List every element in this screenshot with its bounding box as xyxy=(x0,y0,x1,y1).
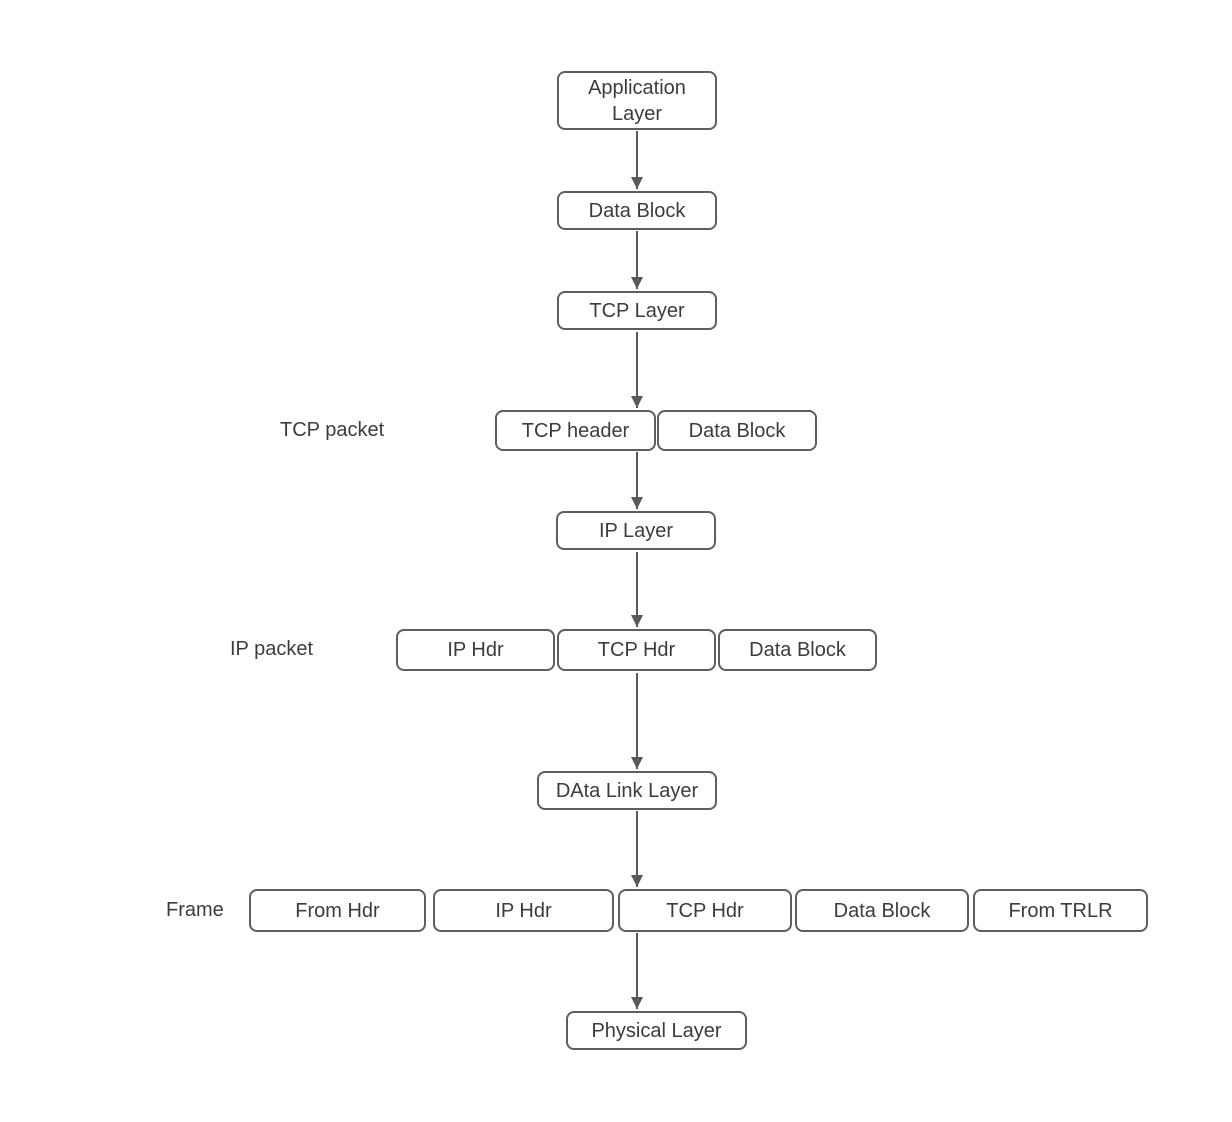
node-data-link-layer: DAta Link Layer xyxy=(537,771,717,810)
cell-tcp-hdr: TCP Hdr xyxy=(618,889,792,932)
cell-ip-hdr: IP Hdr xyxy=(433,889,614,932)
cell-data-block: Data Block xyxy=(795,889,969,932)
label-tcp-packet: TCP packet xyxy=(280,419,385,441)
label-ip-packet: IP packet xyxy=(230,638,314,660)
cell-from-hdr: From Hdr xyxy=(249,889,426,932)
node-data-block: Data Block xyxy=(557,191,717,230)
cell-data-block: Data Block xyxy=(718,629,877,671)
node-application-layer: Application Layer xyxy=(557,71,717,130)
label-frame: Frame xyxy=(166,899,224,921)
cell-ip-hdr: IP Hdr xyxy=(396,629,555,671)
cell-tcp-hdr: TCP Hdr xyxy=(557,629,716,671)
cell-tcp-header: TCP header xyxy=(495,410,656,451)
node-physical-layer: Physical Layer xyxy=(566,1011,747,1050)
cell-from-trlr: From TRLR xyxy=(973,889,1148,932)
cell-data-block: Data Block xyxy=(657,410,817,451)
node-ip-layer: IP Layer xyxy=(556,511,716,550)
node-tcp-layer: TCP Layer xyxy=(557,291,717,330)
